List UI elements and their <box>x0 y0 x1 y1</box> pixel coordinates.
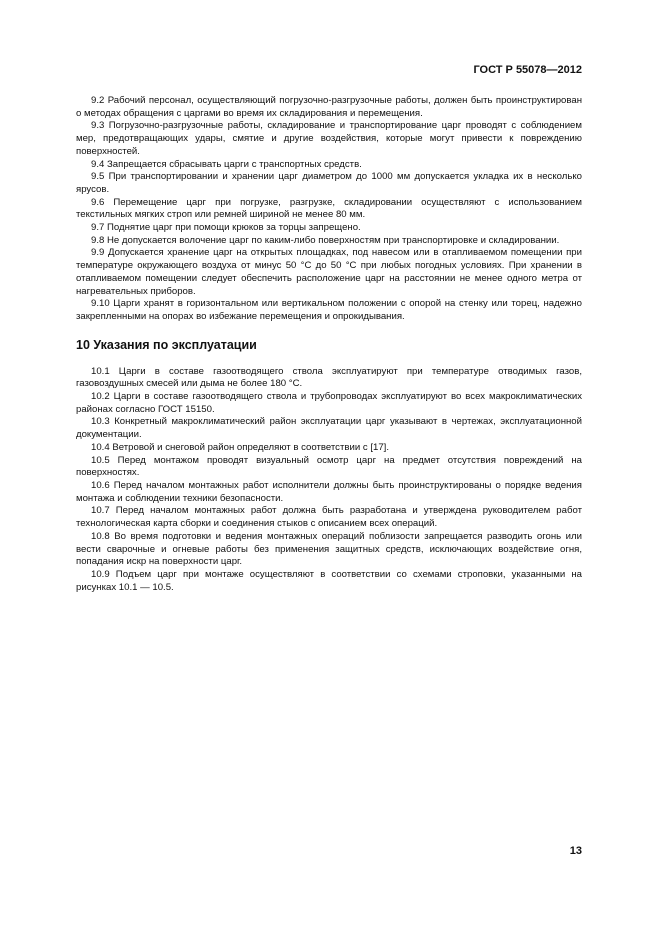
paragraph-10-9: 10.9 Подъем царг при монтаже осуществляют в соответствии со схемами строповки, указанными на рисунках 10.1 — 10.5. <box>76 568 582 593</box>
paragraph-9-7: 9.7 Поднятие царг при помощи крюков за торцы запрещено. <box>91 222 361 234</box>
paragraph-10-2: 10.2 Царги в составе газоотводящего ствола и трубопроводах эксплуатируют во всех макроклиматических районах согласно ГОСТ 15150. <box>76 391 582 415</box>
paragraph-9-5: 9.5 При транспортировании и хранении царг диаметром до 1000 мм допускается укладка их в несколько ярусов. <box>76 171 582 195</box>
paragraph-9-2: 9.2 Рабочий персонал, осуществляющий погрузочно-разгрузочные работы, должен быть проинструктирован о методах обращения с царгами во время их складирования и перемещения. <box>76 95 582 119</box>
paragraph-9-4: 9.4 Запрещается сбрасывать царги с транспортных средств. <box>91 158 362 170</box>
paragraph-10-7: 10.7 Перед началом монтажных работ должна быть разработана и утверждена руководителем работ технологическая карта сборки и соединения стыков с описанием всех операций. <box>76 505 582 530</box>
page-number: 13 <box>569 845 582 857</box>
section-10-title: 10 Указания по эксплуатации <box>76 337 257 352</box>
page-content <box>76 95 582 594</box>
paragraph-9-6: 9.6 Перемещение царг при погрузке, разгрузке, складировании осуществляют с использованием текстильных мягких строп или ремней шириной не менее 80 мм. <box>76 196 582 221</box>
paragraph-10-1: 10.1 Царги в составе газоотводящего ствола эксплуатируют при температуре отводимых газов, газовоздушных смесей или дыма не более 180 °C. <box>76 365 582 390</box>
paragraph-10-5: 10.5 Перед монтажом проводят визуальный осмотр царг на предмет отсутствия повреждений на поверхностях. <box>76 454 582 479</box>
paragraph-10-4: 10.4 Ветровой и снеговой район определяют в соответствии с [17]. <box>91 441 389 453</box>
paragraph-10-6: 10.6 Перед началом монтажных работ исполнители должны быть проинструктированы о порядке ведения монтажа и соблюдении техники безопасности. <box>76 479 582 504</box>
paragraph-9-3: 9.3 Погрузочно-разгрузочные работы, складирование и транспортирование царг проводят с соблюдением мер, предотвращающих удары, смятие и другие воздействия, которые могут привести к повреждению поверхностей. <box>76 120 582 157</box>
paragraph-10-3: 10.3 Конкретный макроклиматический район эксплуатации царг указывают в чертежах, эксплуатационной документации. <box>76 416 582 441</box>
paragraph-9-8: 9.8 Не допускается волочение царг по каким-либо поверхностям при транспортировке и складировании. <box>91 234 560 246</box>
paragraph-9-10: 9.10 Царги хранят в горизонтальном или вертикальном положении с опорой на стенку или торец, надежно закрепленными на опорах во избежание перемещения и опрокидывания. <box>76 298 582 322</box>
document-header: ГОСТ Р 55078—2012 <box>473 64 582 76</box>
paragraph-9-9: 9.9 Допускается хранение царг на открытых площадках, под навесом или в отапливаемом помещении при температуре окружающего воздуха от минус 50 °C до 50 °C при любых погодных условиях. При хранении в отапливаемом помещении следует обеспечить расположение царг на расстоянии не менее одного метра от нагревательных приборов. <box>76 247 582 297</box>
paragraph-10-8: 10.8 Во время подготовки и ведения монтажных операций поблизости запрещается разводить огонь или вести сварочные и огневые работы без применения защитных средств, исключающих воздействие огня, попадания искр на поверхности царг. <box>76 530 582 568</box>
